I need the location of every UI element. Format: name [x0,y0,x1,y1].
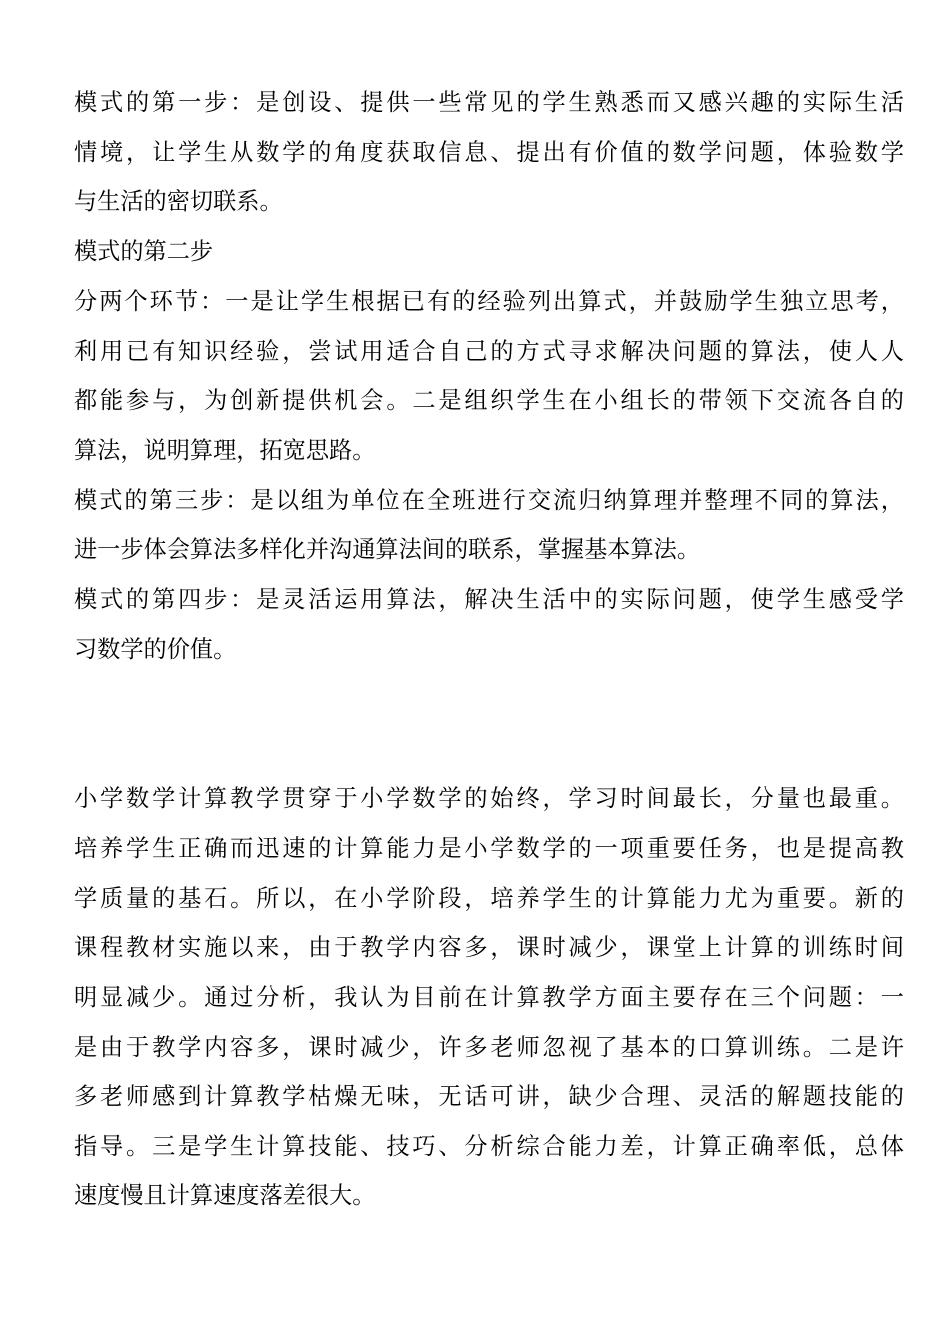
step4-line-1: 模式的第四步：是灵活运用算法，解决生活中的实际问题，使学生感受学 [74,586,904,613]
step4-line-2: 习数学的价值。 [74,636,237,663]
step2-line-2: 利用已有知识经验，尝试用适合自己的方式寻求解决问题的算法，使人人 [74,338,904,365]
section2-line-6: 是由于教学内容多，课时减少，许多老师忽视了基本的口算训练。二是许 [74,1034,904,1061]
section2-line-1: 小学数学计算教学贯穿于小学数学的始终，学习时间最长，分量也最重。 [74,785,904,812]
section2-line-7: 多老师感到计算教学枯燥无味，无话可讲，缺少合理、灵活的解题技能的 [74,1083,904,1110]
step2-line-3: 都能参与，为创新提供机会。二是组织学生在小组长的带领下交流各自的 [74,387,904,414]
step1-line-2: 情境，让学生从数学的角度获取信息、提出有价值的数学问题，体验数学 [74,139,904,166]
step3-line-1: 模式的第三步：是以组为单位在全班进行交流归纳算理并整理不同的算法， [74,487,904,514]
step2-line-4: 算法，说明算理，拓宽思路。 [74,437,376,464]
step3-line-2: 进一步体会算法多样化并沟通算法间的联系，掌握基本算法。 [74,536,701,563]
section2-line-4: 课程教材实施以来，由于教学内容多，课时减少，课堂上计算的训练时间 [74,934,904,961]
section2-line-3: 学质量的基石。所以，在小学阶段，培养学生的计算能力尤为重要。新的 [74,885,904,912]
section2-line-2: 培养学生正确而迅速的计算能力是小学数学的一项重要任务，也是提高教 [74,835,904,862]
section2-line-8: 指导。三是学生计算技能、技巧、分析综合能力差，计算正确率低，总体 [74,1133,904,1160]
step2-heading: 模式的第二步 [74,238,214,265]
section2-line-5: 明显减少。通过分析，我认为目前在计算教学方面主要存在三个问题：一 [74,984,904,1011]
step1-line-1: 模式的第一步：是创设、提供一些常见的学生熟悉而又感兴趣的实际生活 [74,89,904,116]
section2-line-9: 速度慢且计算速度落差很大。 [74,1182,376,1209]
step1-line-3: 与生活的密切联系。 [74,188,283,215]
step2-line-1: 分两个环节：一是让学生根据已有的经验列出算式，并鼓励学生独立思考， [74,288,904,315]
